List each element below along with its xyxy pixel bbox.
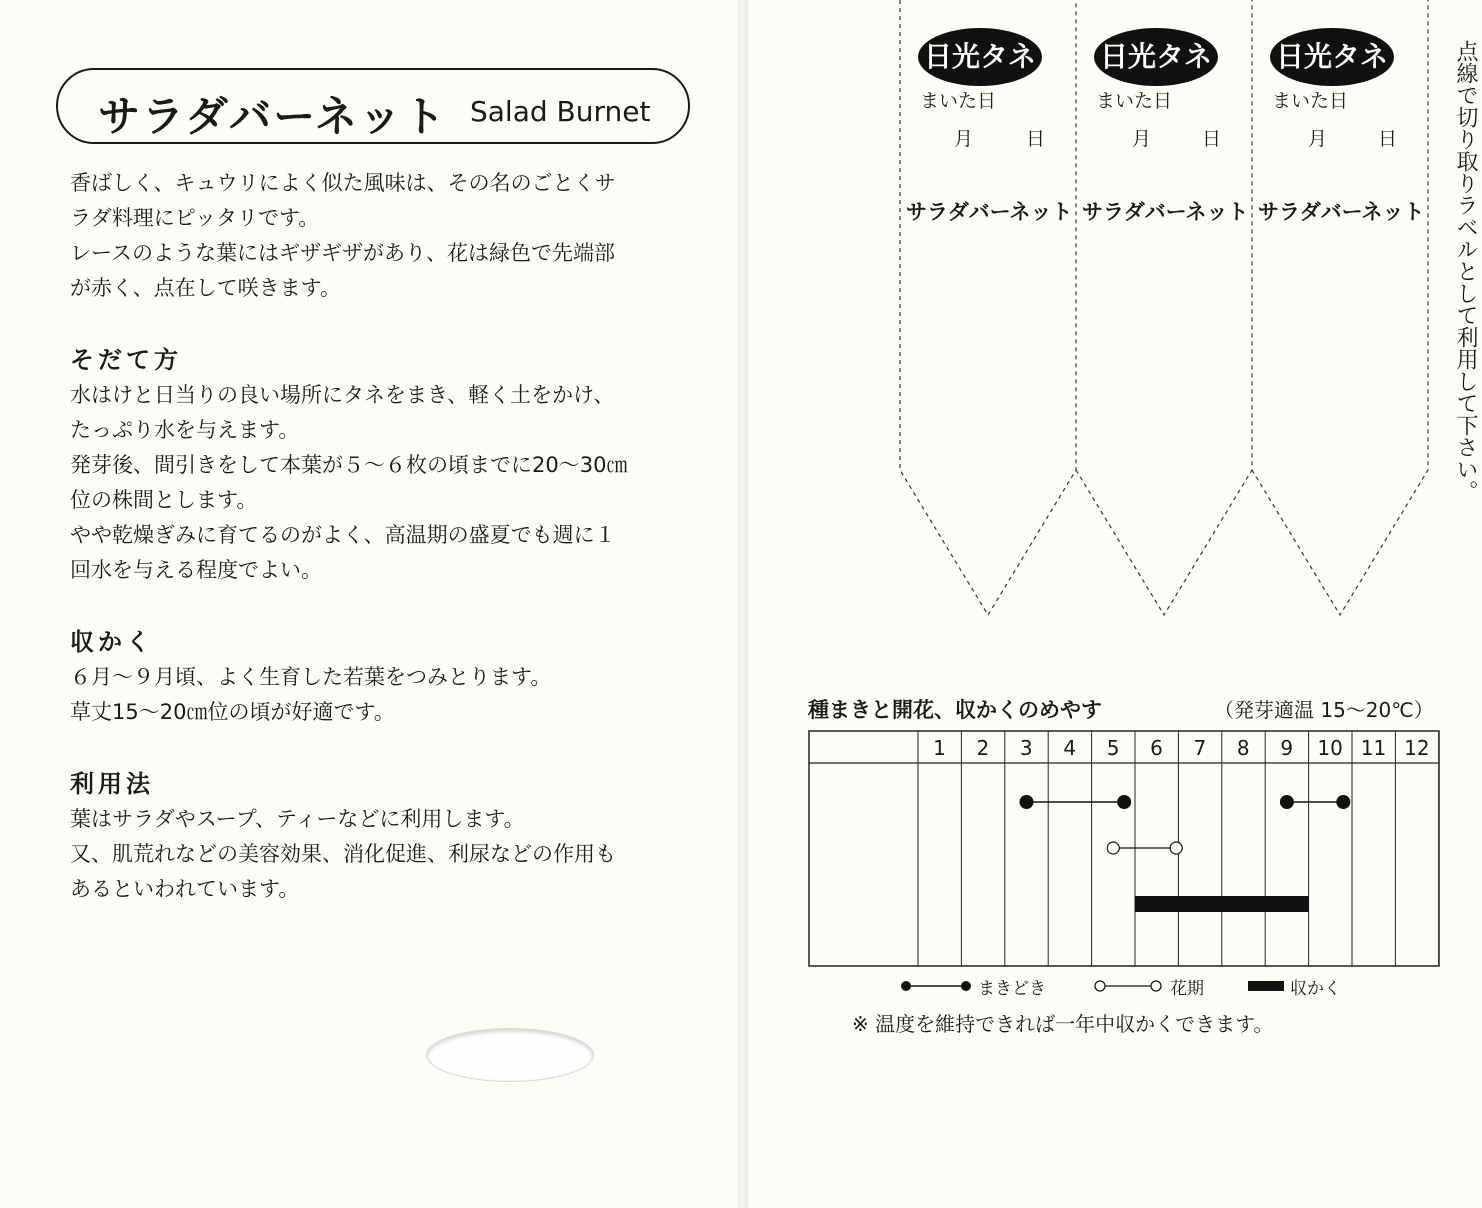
- harvest-text: [70, 660, 551, 730]
- usage-text: [70, 802, 616, 907]
- day-label: 日: [1202, 128, 1222, 150]
- heading-growing: そだて方: [70, 346, 182, 374]
- page-fold: [738, 0, 748, 1208]
- legend-sowing: まきどき: [978, 979, 1046, 999]
- harvest-line: 草丈15～20㎝位の頃が好適です。: [70, 700, 395, 724]
- heading-usage: 利用法: [70, 770, 154, 798]
- growing-line: やや乾燥ぎみに育てるのがよく、高温期の盛夏でも週に１: [70, 523, 616, 547]
- calendar-title: 種まきと開花、収かくのめやす: [808, 698, 1102, 722]
- legend-harvest-symbol: [1248, 978, 1288, 994]
- usage-line: 葉はサラダやスープ、ティーなどに利用します。: [70, 807, 525, 831]
- sowing-start-dot: [1280, 795, 1294, 809]
- legend-flowering-symbol: [1092, 976, 1168, 996]
- sowing-start-dot: [1020, 795, 1034, 809]
- sown-date-label: まいた日: [920, 90, 997, 112]
- flowering-end-flower: [1170, 842, 1182, 854]
- brand-badge: 日光タネ: [1270, 28, 1394, 86]
- intro-line: 香ばしく、キュウリによく似た風味は、その名のごとくサ: [70, 171, 616, 195]
- label-plant-name: サラダバーネット: [1082, 200, 1249, 224]
- flowering-start-flower: [1107, 842, 1119, 854]
- intro-line: ラダ料理にピッタリです。: [70, 206, 320, 230]
- month-7: 7: [1193, 736, 1207, 760]
- intro-line: レースのような葉にはギザギザがあり、花は緑色で先端部: [70, 241, 615, 265]
- growing-text: [70, 378, 627, 588]
- sowing-end-dot: [1117, 795, 1131, 809]
- day-label: 日: [1026, 128, 1046, 150]
- brand-badge: 日光タネ: [918, 28, 1042, 86]
- usage-line: あるといわれています。: [70, 877, 300, 901]
- legend-sowing-symbol: [898, 976, 978, 996]
- month-3: 3: [1019, 736, 1033, 760]
- sowing-end-dot: [1336, 795, 1350, 809]
- growing-line: たっぷり水を与えます。: [70, 418, 300, 442]
- growing-line: 発芽後、間引きをして本葉が５～６枚の頃までに20～30㎝: [70, 453, 628, 477]
- title-japanese: サラダバーネット: [98, 92, 448, 141]
- thumb-cutout: [426, 1028, 594, 1082]
- intro-line: が赤く、点在して咲きます。: [70, 276, 341, 300]
- month-6: 6: [1150, 736, 1163, 760]
- month-10: 10: [1317, 736, 1343, 760]
- harvest-line: ６月～９月頃、よく生育した若葉をつみとります。: [70, 665, 552, 689]
- month-1: 1: [933, 736, 946, 760]
- month-label: 月: [954, 128, 974, 150]
- month-label: 月: [1132, 128, 1152, 150]
- germination-temp: （発芽適温 15～20℃）: [1214, 698, 1434, 722]
- legend-harvest: 収かく: [1290, 979, 1341, 999]
- calendar-note: ※ 温度を維持できれば一年中収かくできます。: [852, 1012, 1274, 1036]
- sown-date-label: まいた日: [1096, 90, 1173, 112]
- growing-line: 位の株間とします。: [70, 488, 258, 512]
- growing-line: 水はけと日当りの良い場所にタネをまき、軽く土をかけ、: [70, 383, 615, 407]
- month-label: 月: [1308, 128, 1328, 150]
- day-label: 日: [1378, 128, 1398, 150]
- month-11: 11: [1360, 736, 1387, 760]
- month-4: 4: [1063, 736, 1077, 760]
- usage-line: 又、肌荒れなどの美容効果、消化促進、利尿などの作用も: [70, 842, 616, 866]
- title-english: Salad Burnet: [470, 95, 651, 128]
- month-12: 12: [1404, 736, 1430, 760]
- sown-date-label: まいた日: [1272, 90, 1349, 112]
- intro-text: [70, 166, 616, 306]
- month-9: 9: [1280, 736, 1294, 760]
- calendar-grid: [808, 730, 1444, 970]
- brand-badge: 日光タネ: [1094, 28, 1218, 86]
- growing-line: 回水を与える程度でよい。: [70, 558, 322, 582]
- month-2: 2: [976, 736, 990, 760]
- label-plant-name: サラダバーネット: [1258, 200, 1425, 224]
- label-plant-name: サラダバーネット: [906, 200, 1073, 224]
- month-5: 5: [1106, 736, 1120, 760]
- harvest-period-bar: [1135, 896, 1309, 912]
- month-8: 8: [1236, 736, 1250, 760]
- legend-flowering: 花期: [1170, 979, 1204, 999]
- cut-instruction: 点線で切り取りラベルとして利用して下さい。: [1453, 40, 1478, 502]
- heading-harvest: 収かく: [70, 628, 154, 656]
